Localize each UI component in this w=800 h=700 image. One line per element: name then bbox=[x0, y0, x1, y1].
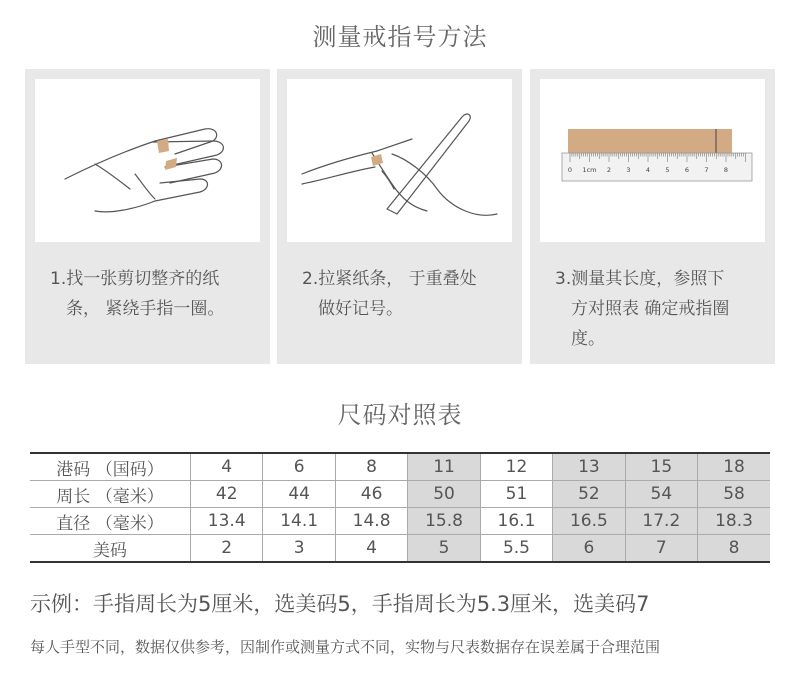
hand-wrap-illustration bbox=[35, 79, 260, 242]
table-cell: 8 bbox=[335, 453, 407, 481]
ruler-label: 6 bbox=[684, 166, 690, 174]
table-cell: 2 bbox=[191, 535, 263, 563]
step-text-3 bbox=[555, 264, 763, 354]
ruler-label: 4 bbox=[645, 166, 651, 174]
row-label: 直径 （毫米） bbox=[30, 508, 191, 535]
table-cell: 50 bbox=[408, 481, 480, 508]
step-text-1 bbox=[50, 264, 258, 324]
table-row bbox=[30, 535, 770, 563]
step-text-2 bbox=[302, 264, 510, 324]
step-3-line-1: 3.测量其长度，参照下 bbox=[555, 269, 725, 289]
page-title: 测量戒指号方法 bbox=[312, 23, 488, 51]
ruler-label: 8 bbox=[723, 166, 729, 174]
table-row bbox=[30, 508, 770, 535]
table-cell: 6 bbox=[553, 535, 625, 563]
table-cell: 18.3 bbox=[698, 508, 770, 535]
row-label: 美码 bbox=[30, 535, 191, 563]
table-cell: 42 bbox=[191, 481, 263, 508]
example-text: 示例：手指周长为5厘米，选美码5，手指周长为5.3厘米，选美码7 bbox=[30, 592, 650, 616]
pen-mark-illustration bbox=[287, 79, 512, 242]
table-cell: 58 bbox=[698, 481, 770, 508]
ruler-label: 7 bbox=[704, 166, 709, 174]
table-cell: 3 bbox=[263, 535, 335, 563]
table-cell: 14.1 bbox=[263, 508, 335, 535]
table-cell: 5.5 bbox=[480, 535, 552, 563]
table-row bbox=[30, 453, 770, 481]
step-panel-3 bbox=[530, 69, 775, 364]
step-3-line-2: 方对照表 确定戒指圈 bbox=[571, 299, 730, 319]
ruler-label: 3 bbox=[626, 166, 631, 174]
table-cell: 5 bbox=[408, 535, 480, 563]
table-cell: 44 bbox=[263, 481, 335, 508]
step-2-line-1: 2.拉紧纸条， 于重叠处 bbox=[302, 269, 477, 289]
ruler-label: 5 bbox=[665, 166, 670, 174]
table-cell: 17.2 bbox=[625, 508, 697, 535]
table-cell: 6 bbox=[263, 453, 335, 481]
table-cell: 15 bbox=[625, 453, 697, 481]
table-cell: 12 bbox=[480, 453, 552, 481]
table-cell: 46 bbox=[335, 481, 407, 508]
step-3-line-3: 度。 bbox=[571, 329, 605, 349]
step-1-line-1: 1.找一张剪切整齐的纸 bbox=[50, 269, 220, 289]
row-label: 周长 （毫米） bbox=[30, 481, 191, 508]
table-cell: 4 bbox=[335, 535, 407, 563]
table-cell: 13.4 bbox=[191, 508, 263, 535]
ruler-illustration bbox=[540, 79, 765, 242]
step-panel-1 bbox=[25, 69, 270, 364]
table-cell: 11 bbox=[408, 453, 480, 481]
table-cell: 8 bbox=[698, 535, 770, 563]
table-cell: 15.8 bbox=[408, 508, 480, 535]
table-cell: 14.8 bbox=[335, 508, 407, 535]
table-cell: 16.1 bbox=[480, 508, 552, 535]
step-2-line-2: 做好记号。 bbox=[318, 299, 403, 319]
size-chart-title: 尺码对照表 bbox=[337, 401, 463, 429]
table-cell: 51 bbox=[480, 481, 552, 508]
ruler-label: 0 bbox=[567, 166, 573, 174]
table-row bbox=[30, 481, 770, 508]
table-cell: 13 bbox=[553, 453, 625, 481]
table-cell: 52 bbox=[553, 481, 625, 508]
ruler-label: 2 bbox=[606, 166, 612, 174]
table-cell: 54 bbox=[625, 481, 697, 508]
step-1-line-2: 条， 紧绕手指一圈。 bbox=[66, 299, 225, 319]
table-cell: 7 bbox=[625, 535, 697, 563]
ruler-label: 1cm bbox=[582, 166, 597, 174]
step-panel-2 bbox=[277, 69, 522, 364]
disclaimer-note: 每人手型不同，数据仅供参考，因制作或测量方式不同，实物与尺表数据存在误差属于合理范围 bbox=[30, 638, 661, 656]
table-cell: 18 bbox=[698, 453, 770, 481]
table-cell: 4 bbox=[191, 453, 263, 481]
row-label: 港码 （国码） bbox=[30, 453, 191, 481]
table-cell: 16.5 bbox=[553, 508, 625, 535]
size-chart-table bbox=[30, 452, 770, 563]
